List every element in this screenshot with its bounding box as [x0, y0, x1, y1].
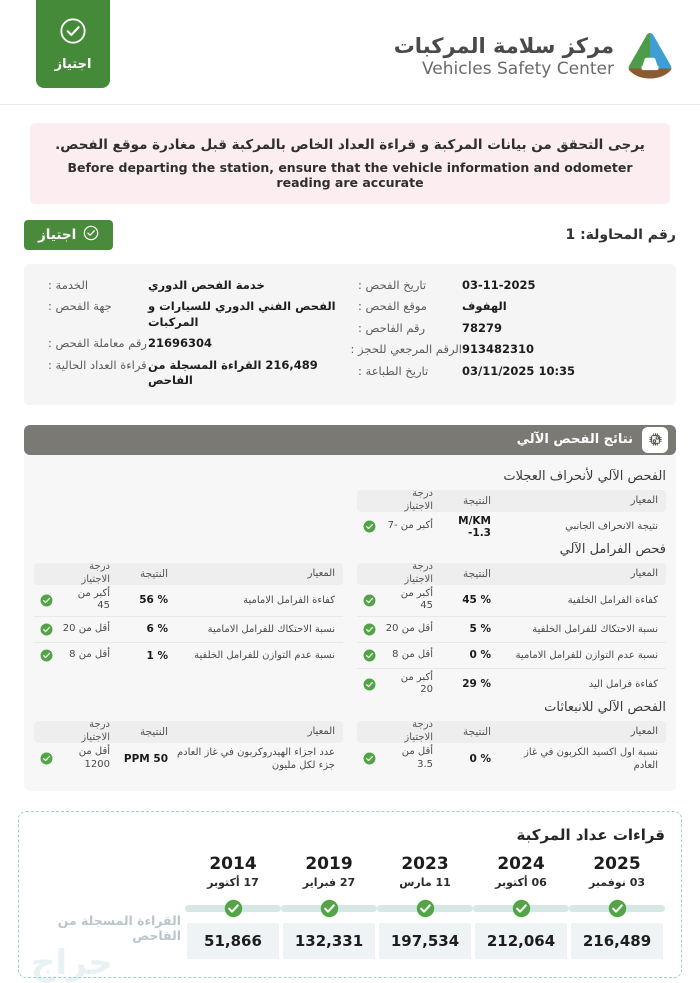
- attempt-button-label: اجتياز: [38, 226, 77, 243]
- odometer-year: 2023: [401, 853, 449, 874]
- pass-check-icon: [357, 623, 381, 636]
- cell-limit: أقل من 3.5: [401, 746, 433, 770]
- table-row: [357, 512, 666, 542]
- odometer-reading-item: [473, 854, 569, 959]
- cell-criteria: كفاءة الفرامل الخلفية: [567, 594, 658, 606]
- circle-check-icon: [59, 17, 87, 49]
- odometer-date: 27 فبراير: [302, 875, 356, 889]
- odometer-readings-list: [185, 854, 665, 959]
- cpu-chip-icon: [642, 427, 668, 453]
- cell-criteria: نسبة اول اكسيد الكربون في غاز العادم: [524, 746, 658, 771]
- result-group-title: الفحص الآلي للانبعاثات: [544, 699, 666, 715]
- verification-notice: [30, 123, 670, 204]
- cell-criteria: كفاءة فرامل اليد: [588, 678, 658, 690]
- table-header-row: [357, 721, 666, 743]
- odometer-section-title: قراءات عداد المركبة: [516, 825, 665, 844]
- pass-check-icon: [357, 520, 381, 533]
- column-header-criteria: المعيار: [630, 495, 658, 507]
- info-value: 78279: [462, 320, 503, 335]
- results-table-right: [357, 490, 666, 542]
- notice-text-ar: يرجى التحقق من بيانات المركبة و قراءة العداد الخاص بالمركبة قبل مغادرة موقع الفحص.: [55, 137, 645, 153]
- result-group-title: الفحص الآلي لأنحراف العجلات: [503, 468, 666, 484]
- cell-limit: أقل من 8: [392, 648, 433, 660]
- odometer-date: 03 نوفمبر: [588, 875, 646, 889]
- column-header-result: النتيجة: [462, 494, 491, 507]
- info-key: تاريخ الفحص :: [358, 277, 427, 292]
- result-tables-row: [24, 721, 676, 775]
- info-column-left: [350, 278, 660, 389]
- column-header-limit: درجة الاجتياز: [404, 719, 433, 743]
- odometer-timeline-node: [473, 895, 569, 923]
- column-header-criteria: المعيار: [630, 568, 658, 580]
- results-table-left: [34, 563, 343, 669]
- column-header-limit: درجة الاجتياز: [404, 561, 433, 585]
- result-groups-container: [24, 469, 676, 775]
- info-line: [350, 299, 660, 315]
- inspection-info-panel: [24, 264, 676, 405]
- column-header-criteria: المعيار: [307, 726, 335, 738]
- info-line: [350, 364, 660, 380]
- odometer-year: 2014: [209, 853, 257, 874]
- results-table-left: [34, 721, 343, 775]
- watermark: حراج: [31, 942, 113, 983]
- cell-criteria: نسبة عدم التوازن للفرامل الامامية: [515, 649, 658, 661]
- cell-criteria: نسبة الاحتكاك للفرامل الخلفية: [532, 623, 658, 635]
- cell-limit: أقل من 1200: [78, 746, 110, 770]
- cell-result: M/KM 1.3-: [458, 514, 491, 539]
- odometer-reading-item: [569, 854, 665, 959]
- brand-name-ar: مركز سلامة المركبات: [393, 34, 614, 59]
- info-key: الرقم المرجعي للحجز :: [350, 342, 462, 357]
- brand-name-en: Vehicles Safety Center: [421, 59, 614, 80]
- table-row: [34, 617, 343, 643]
- column-header-result: النتيجة: [462, 725, 491, 738]
- info-key: تاريخ الطباعة :: [358, 363, 429, 378]
- info-line: [350, 342, 660, 358]
- odometer-timeline-node: [281, 895, 377, 923]
- pass-check-icon: [357, 594, 381, 607]
- cell-result: % 6: [146, 623, 168, 636]
- results-table-right: [357, 721, 666, 775]
- odometer-history-section: [18, 811, 682, 983]
- column-header-result: النتيجة: [139, 725, 168, 738]
- odometer-date: 17 أكتوبر: [207, 875, 259, 889]
- cell-limit: أكبر من -7: [387, 520, 433, 532]
- cell-result: % 1: [146, 649, 168, 662]
- cell-limit: أقل من 20: [62, 622, 110, 634]
- info-line: [40, 336, 350, 352]
- pass-status-badge: [36, 0, 110, 88]
- result-group: [24, 542, 676, 700]
- cell-limit: أقل من 20: [385, 622, 433, 634]
- table-header-row: [357, 563, 666, 585]
- attempt-result-button[interactable]: [24, 220, 113, 250]
- info-line: [40, 299, 350, 330]
- info-key: جهة الفحص :: [48, 299, 112, 314]
- info-value: 21696304: [148, 336, 213, 351]
- automatic-results-block: [24, 425, 676, 791]
- automatic-results-header: [24, 425, 676, 455]
- cell-result: % 29: [462, 678, 491, 691]
- cell-criteria: نتيجة الانحراف الجانبي: [565, 521, 658, 533]
- column-header-result: النتيجة: [462, 567, 491, 580]
- odometer-reading-item: [185, 854, 281, 959]
- pass-check-icon: [34, 623, 58, 636]
- odometer-reading-item: [377, 854, 473, 959]
- column-header-criteria: المعيار: [630, 726, 658, 738]
- table-header-row: [357, 490, 666, 512]
- cell-criteria: نسبة عدم التوازن للفرامل الخلفية: [194, 650, 335, 662]
- cell-criteria: كفاءة الفرامل الامامية: [243, 594, 335, 606]
- cell-limit: أكبر من 45: [77, 587, 110, 612]
- odometer-value: 197,534: [377, 923, 473, 959]
- odometer-year: 2025: [593, 853, 641, 874]
- attempt-number-label: رقم المحاولة: 1: [565, 226, 676, 243]
- table-header-row: [34, 721, 343, 743]
- info-key: قراءة العداد الحالية :: [48, 357, 147, 372]
- table-row: [357, 643, 666, 669]
- cell-result: % 56: [139, 594, 168, 607]
- odometer-date: 06 أكتوبر: [495, 875, 547, 889]
- odometer-year: 2024: [497, 853, 545, 874]
- results-table-right: [357, 563, 666, 700]
- table-row: [357, 743, 666, 775]
- table-row: [357, 585, 666, 617]
- cell-result: % 45: [462, 594, 491, 607]
- result-group-title: فحص الفرامل الآلي: [559, 541, 666, 557]
- info-line: [40, 358, 350, 389]
- pass-check-icon: [357, 678, 381, 691]
- pass-check-icon: [357, 649, 381, 662]
- odometer-timeline-node: [185, 895, 281, 923]
- odometer-year: 2019: [305, 853, 353, 874]
- pass-check-icon: [34, 594, 58, 607]
- table-header-row: [34, 563, 343, 585]
- info-key: رقم معاملة الفحص :: [48, 336, 147, 351]
- column-header-limit: درجة الاجتياز: [81, 719, 110, 743]
- info-value: الهفوف: [462, 299, 507, 314]
- info-line: [350, 321, 660, 337]
- column-header-limit: درجة الاجتياز: [81, 561, 110, 585]
- cell-limit: أكبر من 45: [400, 587, 433, 612]
- odometer-caption: القراءة المسجلة من الفاحص: [57, 912, 181, 943]
- info-line: [350, 278, 660, 294]
- cell-result: PPM 50: [123, 752, 168, 765]
- circle-check-icon: [83, 225, 99, 245]
- column-header-criteria: المعيار: [307, 568, 335, 580]
- info-value: 03-11-2025: [462, 277, 536, 292]
- table-row: [34, 643, 343, 669]
- pass-badge-label: اجتياز: [54, 56, 92, 72]
- cell-result: % 5: [469, 623, 491, 636]
- info-value: الفحص الفني الدوري للسيارات و المركبات: [148, 299, 336, 329]
- info-key: موقع الفحص :: [358, 299, 427, 314]
- table-row: [357, 669, 666, 700]
- info-value: 10:35 03/11/2025: [462, 363, 576, 378]
- table-row: [34, 585, 343, 617]
- info-value: 913482310: [462, 342, 535, 357]
- odometer-timeline-node: [569, 895, 665, 923]
- odometer-value: 51,866: [185, 923, 281, 959]
- brand-block: [394, 30, 676, 84]
- table-row: [34, 743, 343, 775]
- result-group: [24, 700, 676, 775]
- pass-check-icon: [34, 752, 58, 765]
- odometer-reading-item: [281, 854, 377, 959]
- info-column-right: [40, 278, 350, 389]
- cell-result: % 0: [469, 752, 491, 765]
- info-key: الخدمة :: [48, 277, 89, 292]
- column-header-limit: درجة الاجتياز: [404, 488, 433, 512]
- info-line: [40, 278, 350, 294]
- result-tables-row: [24, 563, 676, 700]
- automatic-results-title: نتائج الفحص الآلي: [516, 432, 633, 448]
- pass-check-icon: [357, 752, 381, 765]
- page-header: [0, 0, 700, 105]
- cell-limit: أكبر من 20: [400, 671, 433, 696]
- odometer-date: 11 مارس: [399, 875, 451, 889]
- cell-result: % 0: [469, 649, 491, 662]
- info-key: رقم الفاحص :: [358, 320, 426, 335]
- info-value: 216,489 القراءة المسجلة من الفاحص: [148, 357, 318, 388]
- result-tables-row: [24, 490, 676, 542]
- result-group: [24, 469, 676, 542]
- odometer-value: 132,331: [281, 923, 377, 959]
- cell-criteria: عدد اجزاء الهيدروكربون في غاز العادم جزء لكل مليون: [176, 746, 335, 771]
- info-value: خدمة الفحص الدوري: [148, 277, 265, 292]
- attempt-row: [24, 218, 676, 252]
- cell-criteria: نسبة الاحتكاك للفرامل الامامية: [207, 623, 335, 635]
- vehicle-arch-logo-icon: [624, 30, 676, 84]
- notice-text-en: Before departing the station, ensure that the vehicle information and odometer reading are accurate: [67, 159, 633, 190]
- odometer-value: 216,489: [569, 923, 665, 959]
- table-row: [357, 617, 666, 643]
- odometer-timeline-node: [377, 895, 473, 923]
- cell-limit: أقل من 8: [69, 649, 110, 661]
- pass-check-icon: [34, 649, 58, 662]
- column-header-result: النتيجة: [139, 567, 168, 580]
- odometer-value: 212,064: [473, 923, 569, 959]
